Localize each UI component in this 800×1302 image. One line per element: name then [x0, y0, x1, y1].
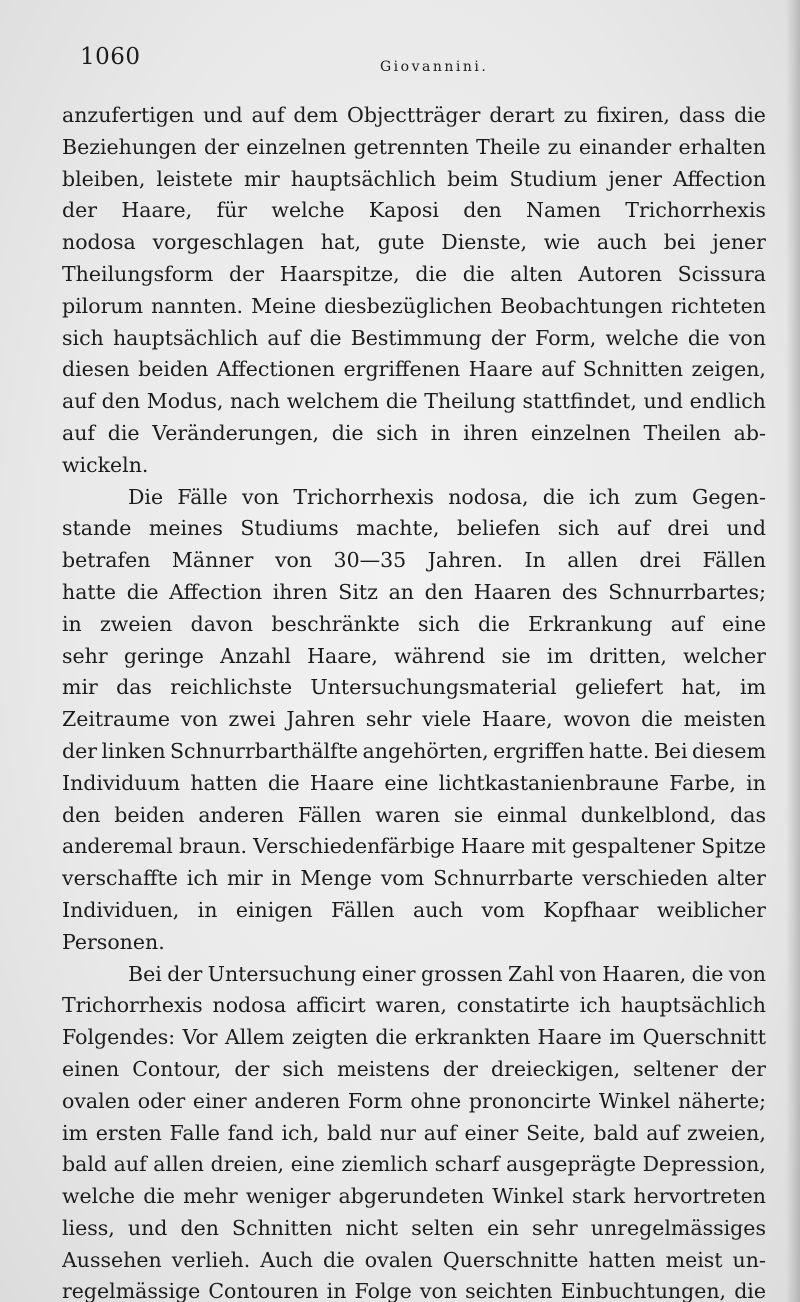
text-line: stande meines Studiums machte, beliefen sich auf drei und: [62, 516, 766, 541]
text-line: der Haare, für welche Kaposi den Namen Trichorrhexis: [62, 198, 766, 223]
text-line: hatte die Affection ihren Sitz an den Haaren des Schnurrbartes;: [62, 579, 766, 604]
text-line: ovalen oder einer anderen Form ohne prononcirte Winkel näherte;: [62, 1088, 766, 1113]
text-line: Trichorrhexis nodosa afficirt waren, constatirte ich hauptsächlich: [62, 993, 766, 1018]
text-line: Personen.: [62, 929, 165, 954]
text-line: auf die Veränderungen, die sich in ihren einzelnen Theilen ab-: [62, 420, 766, 445]
text-line: diesen beiden Affectionen ergriffenen Haare auf Schnitten zeigen,: [62, 357, 766, 382]
page-number: 1060: [80, 44, 141, 70]
text-line: nodosa vorgeschlagen hat, gute Dienste, wie auch bei jener: [62, 230, 766, 255]
text-line: in zweien davon beschränkte sich die Erkrankung auf eine: [62, 611, 766, 636]
paragraph: [62, 100, 766, 482]
text-line: Die Fälle von Trichorrhexis nodosa, die ich zum Gegen-: [128, 484, 766, 509]
text-line: mir das reichlichste Untersuchungsmaterial geliefert hat, im: [62, 675, 766, 700]
text-line: im ersten Falle fand ich, bald nur auf einer Seite, bald auf zweien,: [62, 1120, 766, 1145]
text-line: sehr geringe Anzahl Haare, während sie im dritten, welcher: [62, 643, 766, 668]
text-line: der linken Schnurrbarthälfte angehörten, ergriffen hatte. Bei diesem: [62, 738, 766, 763]
text-line: bald auf allen dreien, eine ziemlich scharf ausgeprägte Depression,: [62, 1152, 766, 1177]
text-line: sich hauptsächlich auf die Bestimmung der Form, welche die von: [62, 325, 766, 350]
text-line: Beziehungen der einzelnen getrennten Theile zu einander erhalten: [62, 134, 766, 159]
text-line: welche die mehr weniger abgerundeten Winkel stark hervortreten: [62, 1184, 766, 1209]
running-head: Giovannini.: [380, 59, 489, 75]
body-text: [62, 100, 766, 1302]
text-line: Bei der Untersuchung einer grossen Zahl von Haaren, die von: [128, 961, 766, 986]
text-line: wickeln.: [62, 452, 149, 477]
text-line: den beiden anderen Fällen waren sie einmal dunkelblond, das: [62, 802, 766, 827]
text-line: pilorum nannten. Meine diesbezüglichen Beobachtungen richteten: [62, 293, 766, 318]
text-line: verschaffte ich mir in Menge vom Schnurrbarte verschieden alter: [62, 866, 766, 891]
text-line: Folgendes: Vor Allem zeigten die erkrankten Haare im Querschnitt: [62, 1025, 766, 1050]
text-line: regelmässige Contouren in Folge von seichten Einbuchtungen, die: [62, 1279, 766, 1302]
paragraph: [62, 959, 766, 1302]
text-line: betrafen Männer von 30—35 Jahren. In allen drei Fällen: [62, 548, 766, 573]
text-line: auf den Modus, nach welchem die Theilung stattfindet, und endlich: [62, 389, 766, 414]
text-line: Aussehen verlieh. Auch die ovalen Querschnitte hatten meist un-: [62, 1247, 766, 1272]
text-line: Individuen, in einigen Fällen auch vom Kopfhaar weiblicher: [62, 897, 766, 922]
text-line: Theilungsform der Haarspitze, die die alten Autoren Scissura: [62, 261, 766, 286]
page-header: [80, 44, 760, 80]
text-line: anzufertigen und auf dem Objectträger derart zu fixiren, dass die: [62, 103, 766, 127]
text-line: liess, und den Schnitten nicht selten ein sehr unregelmässiges: [62, 1215, 766, 1240]
page-edge-shadow: [786, 0, 800, 1302]
text-line: bleiben, leistete mir hauptsächlich beim Studium jener Affection: [62, 166, 766, 191]
text-line: einen Contour, der sich meistens der dreieckigen, seltener der: [62, 1056, 766, 1081]
text-line: anderemal braun. Verschiedenfärbige Haare mit gespaltener Spitze: [62, 834, 766, 859]
text-line: Zeitraume von zwei Jahren sehr viele Haare, wovon die meisten: [62, 707, 766, 732]
text-line: Individuum hatten die Haare eine lichtkastanienbraune Farbe, in: [62, 770, 766, 795]
paragraph: [62, 482, 766, 959]
